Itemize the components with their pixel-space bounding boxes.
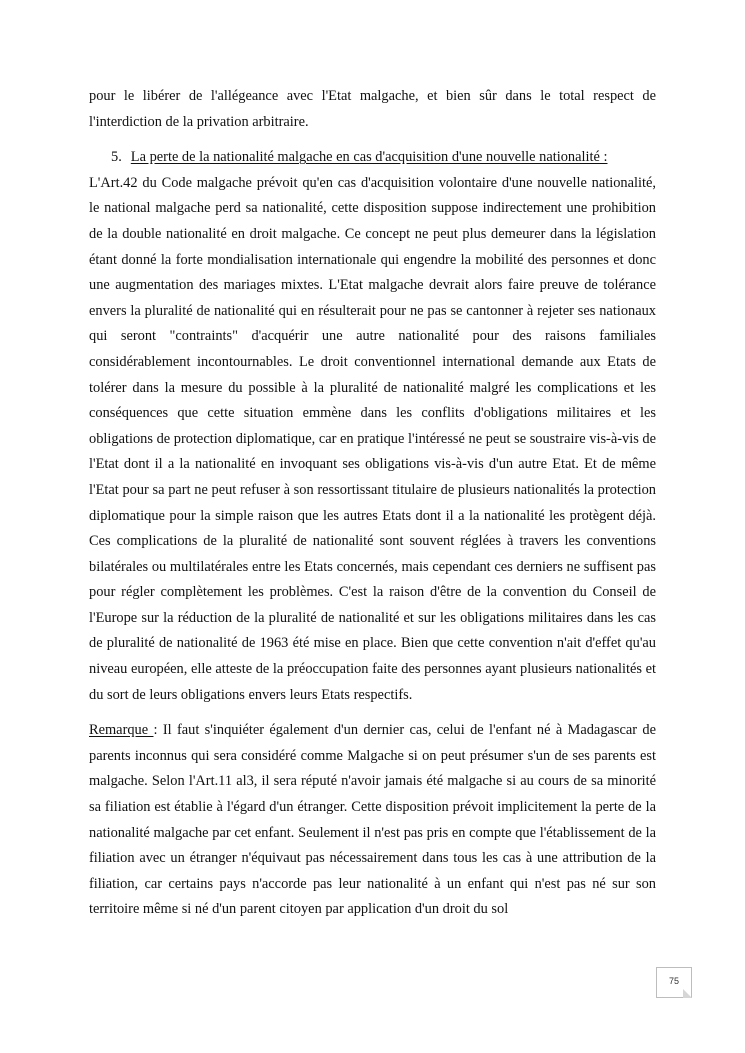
remark-paragraph xyxy=(89,718,656,923)
page-number: 75 xyxy=(668,976,679,986)
page-fold-icon xyxy=(683,989,692,998)
document-page xyxy=(89,84,656,923)
paragraph-art42: L'Art.42 du Code malgache prévoit qu'en cas d'acquisition volontaire d'une nouvelle nationalité, le national malgache perd sa nationalité, cette disposition suppose indirectement une prohibition de la double nationalité en droit malgache. Ce concept ne peut plus demeurer dans la législation étant donné la forte mondialisation internationale qui engendre la mobilité des personnes et donc une augmentation des mariages mixtes. L'Etat malgache devrait alors faire preuve de tolérance envers la pluralité de nationalité qui en résulterait pour ne pas se cantonner à rejeter ses nationaux qui seront "contraints" d'acquérir une autre nationalité pour des raisons familiales considérablement incontournables. Le droit conventionnel international demande aux Etats de tolérer dans la mesure du possible à la pluralité de nationalité malgré les complications et les conséquences que cette situation emmène dans les conflits d'obligations militaires et les obligations de protection diplomatique, car en pratique l'intéressé ne peut se soustraire vis-à-vis de l'Etat dont il a la nationalité en invoquant ses obligations vis-à-vis d'un autre Etat. Et de même l'Etat pour sa part ne peut refuser à son ressortissant titulaire de plusieurs nationalités la protection diplomatique pour la simple raison que les autres Etats dont il a la nationalité les protègent déjà. Ces complications de la pluralité de nationalité sont souvent réglées à travers les conventions bilatérales ou multilatérales entre les Etats concernés, mais cependant ces derniers ne suffisent pas pour régler complètement les problèmes. C'est la raison d'être de la convention du Conseil de l'Europe sur la réduction de la pluralité de nationalité et sur les obligations militaires dans les cas de pluralité de nationalité de 1963 été mise en place. Bien que cette convention n'ait d'effet qu'au niveau européen, elle atteste de la préoccupation faite des personnes ayant plusieurs nationalités et du sort de leurs obligations envers leurs Etats respectifs. xyxy=(89,174,656,703)
section-heading xyxy=(89,145,656,171)
section-number: 5. xyxy=(111,149,122,166)
page-number-badge xyxy=(656,967,692,998)
remark-text: : Il faut s'inquiéter également d'un dernier cas, celui de l'enfant né à Madagascar de parents inconnus qui sera considéré comme Malgache si on peut présumer s'un de ses parents est malgache. Selon l'Art.11 al3, il sera réputé n'avoir jamais été malgache si au cours de sa minorité sa filiation est établie à l'égard d'un étranger. Cette disposition prévoit implicitement la perte de la nationalité malgache par cet enfant. Seulement il n'est pas pris en compte que l'établissement de la filiation avec un étranger n'équivaut pas nécessairement dans tous les cas à une attribution de la filiation, car certains pays n'accorde pas leur nationalité à un enfant qui n'est pas né sur son territoire même si né d'un parent citoyen par application d'un droit du sol xyxy=(89,722,657,918)
paragraph-continuation: pour le libérer de l'allégeance avec l'Etat malgache, et bien sûr dans le total respect de l'interdiction de la privation arbitraire. xyxy=(89,88,656,130)
section-title: La perte de la nationalité malgache en cas d'acquisition d'une nouvelle nationalité : xyxy=(130,149,608,166)
remark-label: Remarque xyxy=(89,722,154,739)
